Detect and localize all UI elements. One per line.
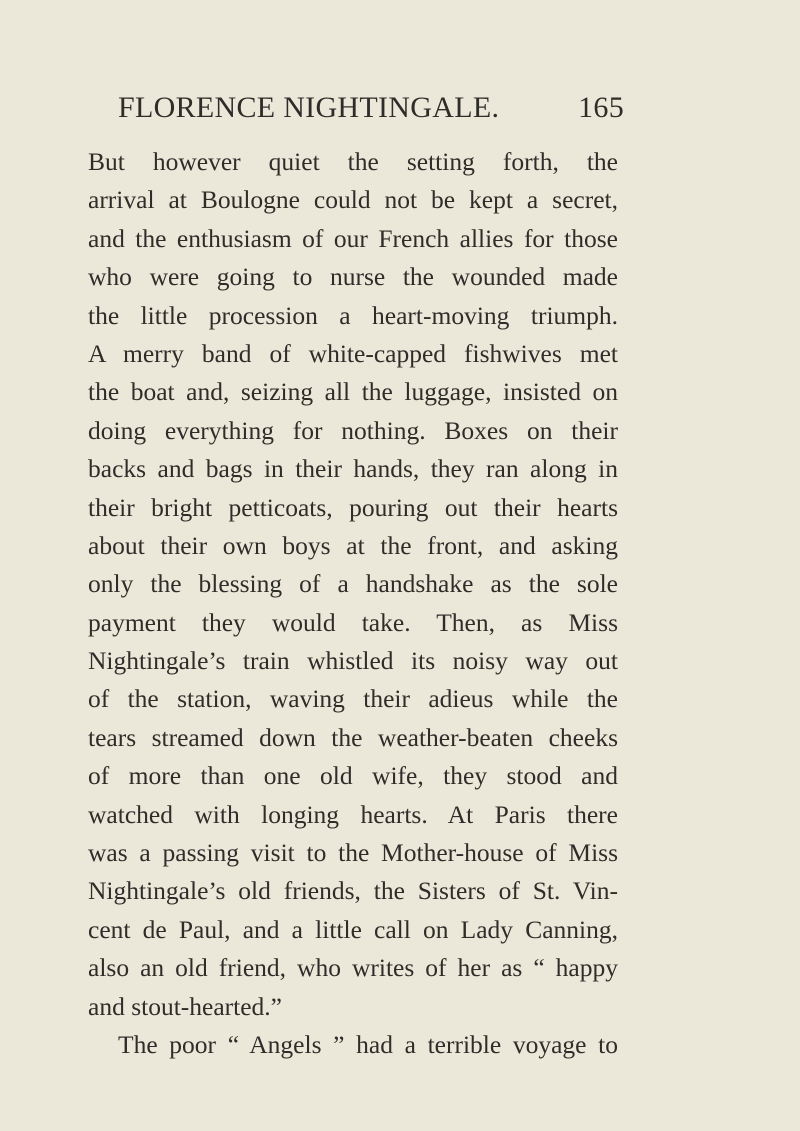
text-line: tears streamed down the weather-beaten cheeks xyxy=(88,722,618,752)
text-line: and stout-hearted.” xyxy=(88,991,283,1021)
text-line: A merry band of white-capped fishwives met xyxy=(88,338,618,368)
text-line: about their own boys at the front, and asking xyxy=(88,530,618,560)
text-line: But however quiet the setting forth, the xyxy=(88,147,618,176)
text-line: Nightingale’s old friends, the Sisters of St. Vin- xyxy=(88,876,618,906)
text-line: backs and bags in their hands, they ran along in xyxy=(88,454,618,484)
body-text xyxy=(88,143,618,1064)
text-line: who were going to nurse the wounded made xyxy=(88,262,618,292)
text-line: only the blessing of a handshake as the sole xyxy=(88,569,618,599)
text-line: arrival at Boulogne could not be kept a secret, xyxy=(88,185,618,215)
text-line: of the station, waving their adieus while the xyxy=(88,684,618,714)
text-line: the boat and, seizing all the luggage, insisted on xyxy=(88,377,618,407)
text-line: also an old friend, who writes of her as “ happy xyxy=(88,953,618,983)
text-line: and the enthusiasm of our French allies for those xyxy=(88,223,618,253)
text-line: The poor “ Angels ” had a terrible voyage to xyxy=(118,1029,618,1059)
text-line: was a passing visit to the Mother-house of Miss xyxy=(88,838,618,868)
text-line: cent de Paul, and a little call on Lady Canning, xyxy=(88,914,618,944)
text-line: doing everything for nothing. Boxes on their xyxy=(88,415,618,445)
text-line: of more than one old wife, they stood and xyxy=(88,761,618,791)
text-line: payment they would take. Then, as Miss xyxy=(88,607,618,637)
running-title: FLORENCE NIGHTINGALE. xyxy=(118,91,500,124)
text-line: their bright petticoats, pouring out their hearts xyxy=(88,492,618,522)
running-head xyxy=(118,91,624,131)
text-line: the little procession a heart-moving triumph. xyxy=(88,300,618,330)
text-line: Nightingale’s train whistled its noisy way out xyxy=(88,646,618,676)
text-line: watched with longing hearts. At Paris there xyxy=(88,799,618,829)
page-number: 165 xyxy=(578,91,624,124)
